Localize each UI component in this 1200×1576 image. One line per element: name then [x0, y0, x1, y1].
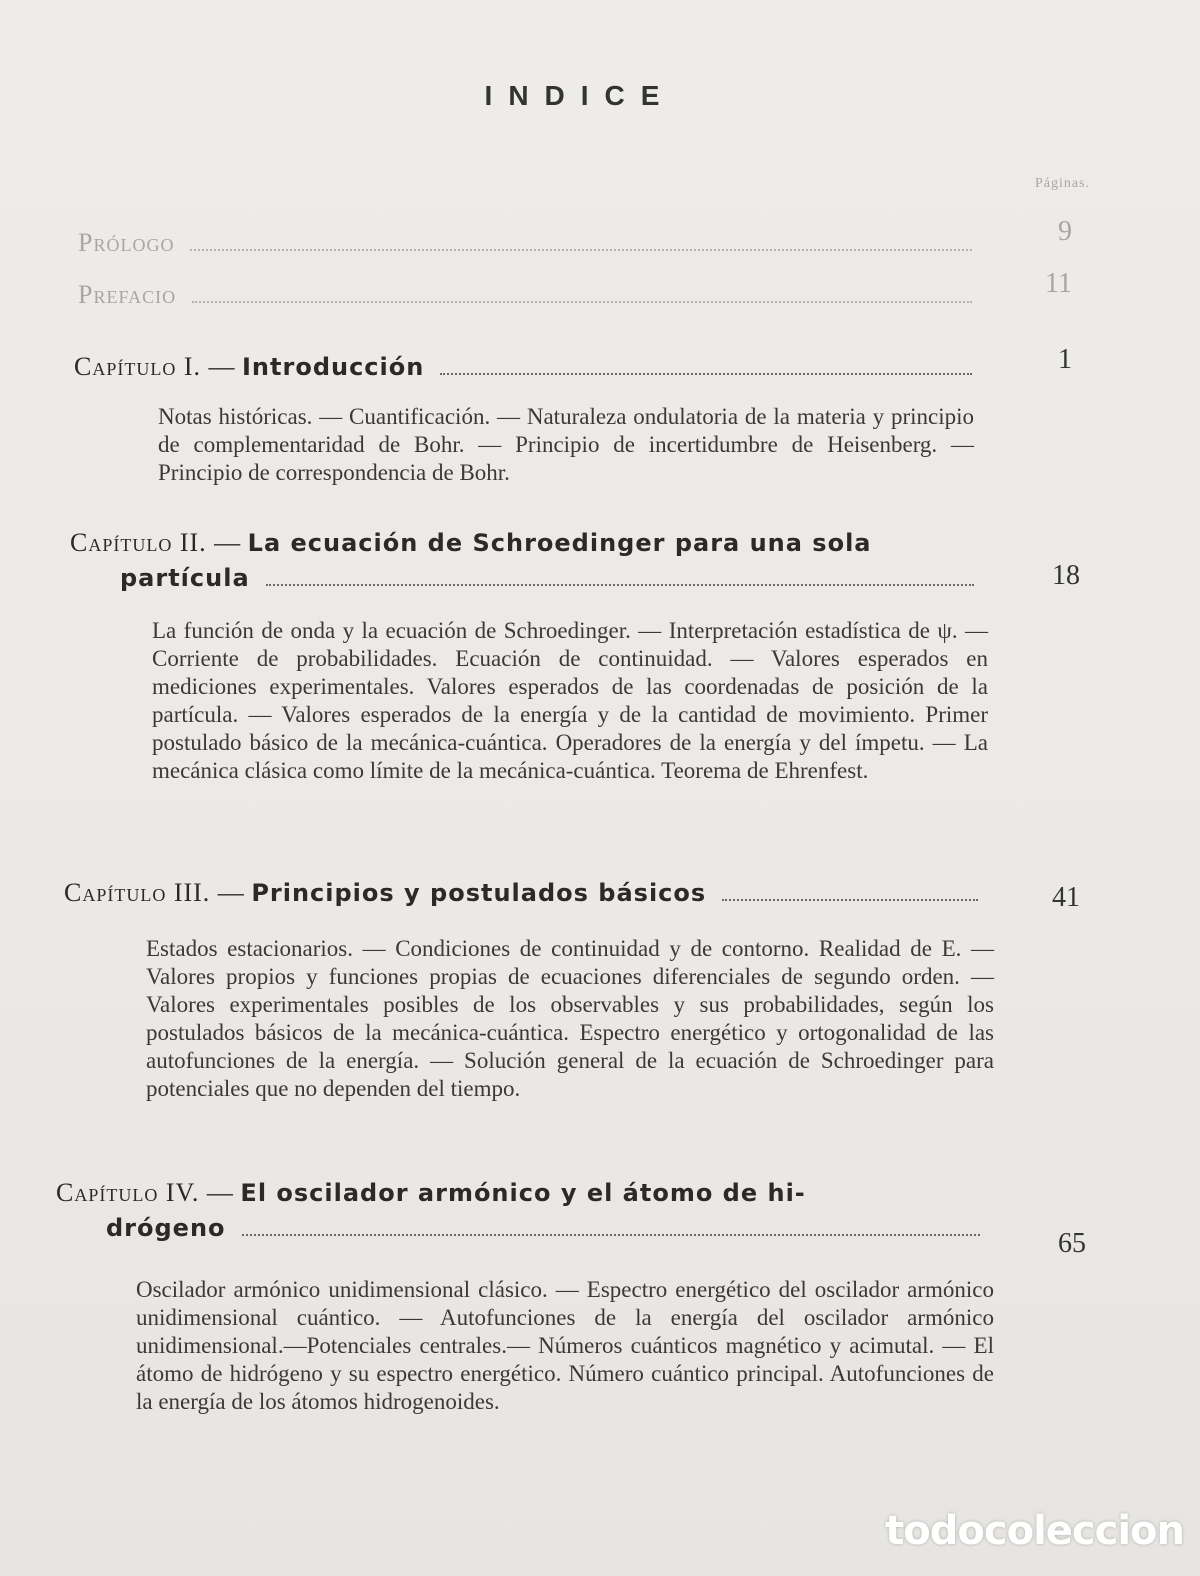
chapter-summary: La función de onda y la ecuación de Schroedinger. — Interpretación estadística de ψ. — Corriente de probabilidades. Ecuación de continuidad. — Valores esperados en mediciones experimentales. Valores esperados de las coordenadas de posición de la partícula. — Valores esperados de la energía y de la cantidad de movimiento. Primer postulado básico de la mecánica-cuántica. Operadores de la energía y del ímpetu. — La mecánica clásica como límite de la mecánica-cuántica. Teorema de Ehrenfest. [152, 618, 988, 783]
chapter-prefix: Capítulo III. — [64, 878, 245, 907]
toc-chapter-1[interactable] [74, 352, 982, 382]
chapter-heading-continuation: drógeno [106, 1214, 990, 1243]
toc-page-number: 9 [1058, 216, 1072, 247]
chapter-heading: El oscilador armónico y el átomo de hi- [240, 1179, 806, 1207]
toc-entry-prologo[interactable] [78, 228, 982, 258]
chapter-summary: Notas históricas. — Cuantificación. — Naturaleza ondulatoria de la materia y principio de complementaridad de Bohr. — Principio de incertidumbre de Heisenberg. — Principio de correspondencia de Bohr. [158, 404, 974, 485]
chapter-heading-continuation: partícula [120, 564, 984, 593]
toc-entry-prefacio[interactable] [78, 280, 982, 310]
dot-leader [266, 584, 974, 586]
toc-page-number: 65 [1058, 1228, 1086, 1259]
toc-page-number: 11 [1045, 268, 1072, 299]
chapter-heading: Introducción [242, 353, 425, 381]
chapter-summary: Oscilador armónico unidimensional clásico. — Espectro energético del oscilador armónico unidimensional cuántico. — Autofunciones de la energía del oscilador armónico unidimensional.—Potenciales centrales.— Números cuánticos magnético y acimutal. — El átomo de hidrógeno y su espectro energético. Número cuántico principal. Autofunciones de la energía de los átomos hidrogenoides. [136, 1277, 994, 1414]
dot-leader [190, 249, 972, 251]
toc-entry-label: Prólogo [78, 228, 175, 257]
toc-entry-label: Prefacio [78, 280, 177, 309]
chapter-prefix: Capítulo IV. — [56, 1178, 234, 1207]
chapter-heading: La ecuación de Schroedinger para una sola [247, 529, 872, 557]
dot-leader [440, 373, 972, 375]
toc-chapter-3[interactable] [64, 878, 988, 908]
chapter-summary: Estados estacionarios. — Condiciones de continuidad y de contorno. Realidad de E. — Valores propios y funciones propias de ecuaciones diferenciales de segundo orden. — Valores experimentales posibles de los observables y sus probabilidades, según los postulados básicos de la mecánica-cuántica. Espectro energético y ortogonalidad de las autofunciones de la energía. — Solución general de la ecuación de Schroedinger para potenciales que no dependen del tiempo. [146, 936, 994, 1101]
chapter-heading: Principios y postulados básicos [251, 879, 707, 907]
page-title: INDICE [484, 80, 676, 111]
toc-chapter-4[interactable] [56, 1178, 988, 1208]
toc-chapter-2[interactable] [70, 528, 986, 558]
toc-page-number: 41 [1052, 882, 1080, 913]
toc-page-number: 18 [1052, 560, 1080, 591]
toc-page-number: 1 [1058, 344, 1072, 375]
watermark-logo: todocoleccion [885, 1508, 1184, 1554]
chapter-prefix: Capítulo I. — [74, 352, 236, 381]
chapter-prefix: Capítulo II. — [70, 528, 242, 557]
dot-leader [722, 899, 978, 901]
pages-column-header: Páginas. [1034, 176, 1090, 191]
dot-leader [242, 1234, 980, 1236]
dot-leader [192, 301, 972, 303]
